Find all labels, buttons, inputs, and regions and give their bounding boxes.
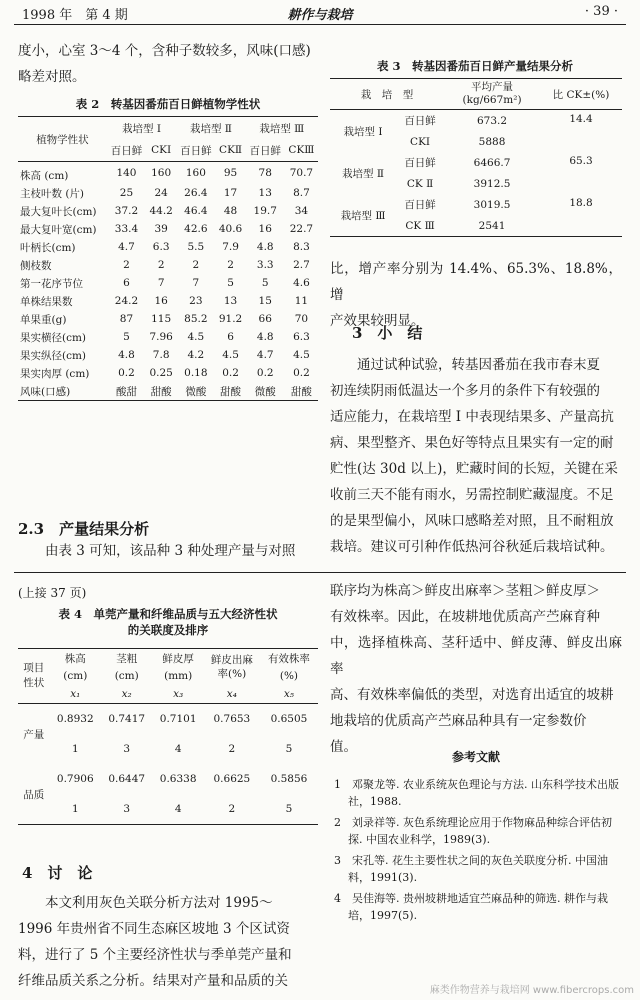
table4-col-unit: (%) <box>279 670 299 682</box>
table2-cell: 6 <box>227 331 234 343</box>
table2-cell: 7 <box>192 277 200 289</box>
table3-yield: 5888 <box>478 135 506 148</box>
table2-cell: 95 <box>223 167 238 179</box>
header-rule <box>14 24 626 25</box>
page-number: · 39 · <box>584 4 618 19</box>
table2-row <box>18 310 318 328</box>
table2-cell: 0.2 <box>256 367 274 379</box>
table2-cell: 11 <box>294 295 309 307</box>
table4-rank: 4 <box>174 743 182 755</box>
intro-text <box>18 38 318 90</box>
table2-subheader: 百日鲜 <box>176 139 215 162</box>
table2-cell: 4.5 <box>293 349 310 361</box>
table3-variety: 百日鲜 <box>404 115 436 127</box>
table4-value: 0.5856 <box>270 773 308 785</box>
table2-cell: 15 <box>258 295 272 307</box>
text-line: 比，增产率分别为 14.4%、65.3%、18.8%，增 <box>330 261 622 303</box>
table2-cell: 微酸 <box>176 382 215 401</box>
table2-row-label: 叶柄长(cm) <box>20 241 76 254</box>
table4-col-var: x₂ <box>101 685 152 704</box>
table4-rank: 2 <box>204 794 260 825</box>
text-line: 料，进行了 5 个主要经济性状与季单莞产量和 <box>18 947 292 963</box>
text-line: 度小，心室 3～4 个，含种子数较多，风味(口感) <box>18 43 311 59</box>
table2-cell: 3.3 <box>256 259 274 271</box>
table2-row-label: 果实纵径(cm) <box>20 349 87 362</box>
table2-group: 栽培型 Ⅲ <box>246 117 318 140</box>
table2-row <box>18 256 318 274</box>
table2-row-label: 风味(口感) <box>18 382 107 401</box>
table2-cell: 39 <box>154 223 168 235</box>
table2-row <box>18 220 318 238</box>
table2-row-label: 第一花序节位 <box>20 277 83 290</box>
table2-cell: 5.5 <box>187 241 205 253</box>
table2-cell: 4.6 <box>293 277 310 289</box>
table3-variety: 百日鲜 <box>404 199 436 211</box>
table2-row-label: 最大复叶宽(cm) <box>20 223 97 236</box>
table4-row-header-line: 项目 <box>23 662 45 674</box>
table3 <box>330 78 622 237</box>
table2-cell: 115 <box>151 313 172 325</box>
table2-cell: 2 <box>192 259 200 271</box>
table2-cell: 8.3 <box>293 241 310 253</box>
table2-cell: 19.7 <box>253 205 277 217</box>
summary-text <box>330 352 622 560</box>
table4-caption-line: 表 4 单莞产量和纤维品质与五大经济性状 <box>58 607 278 621</box>
table2-cell: 4.8 <box>118 349 135 361</box>
table2-cell: 16 <box>258 223 272 235</box>
text-line: 适应能力，在栽培型 Ⅰ 中表现结果多、产量高抗 <box>330 409 614 425</box>
table4-rank-row <box>18 734 318 764</box>
table2-subheader: CKⅢ <box>285 139 318 162</box>
table2-cell: 37.2 <box>114 205 139 217</box>
table2-cell: 40.6 <box>218 223 243 235</box>
table4-row <box>18 704 318 735</box>
table3-yield: 6466.7 <box>473 156 511 169</box>
text-line: 栽培。建议可引种作低热河谷秋延后栽培试种。 <box>330 539 614 555</box>
table3-yield: 3912.5 <box>473 177 511 190</box>
table3-type: 栽培型 Ⅱ <box>342 167 385 180</box>
references-list <box>334 776 620 928</box>
table4-caption-line: 的关联度及排序 <box>127 623 209 637</box>
table2-cell: 22.7 <box>289 223 314 235</box>
table3-variety: CK Ⅲ <box>396 215 444 237</box>
table2-cell: 23 <box>189 295 203 307</box>
table2-subheader: 百日鲜 <box>246 139 285 162</box>
table3-pct: 18.8 <box>540 194 622 237</box>
table2-cell: 微酸 <box>246 382 285 401</box>
table4-value: 0.6625 <box>213 773 251 785</box>
continued-note: (上接 37 页) <box>18 586 87 600</box>
text-line: 产效果较明显。 <box>330 313 425 329</box>
table4-col-name: 有效株率 <box>260 649 318 668</box>
table4-caption <box>18 606 318 638</box>
table4-value: 0.6505 <box>270 713 308 725</box>
table4-value: 0.6338 <box>159 773 197 785</box>
table3-type: 栽培型 Ⅲ <box>330 194 396 237</box>
text-line: 略差对照。 <box>18 69 86 85</box>
section-3-title: 3 小 结 <box>352 324 423 342</box>
table3-row <box>330 110 622 132</box>
table2-cell: 4.8 <box>256 331 274 343</box>
text-line: 1996 年贵州省不同生态麻区坡地 3 个区试资 <box>18 921 290 937</box>
table3-pct: 14.4 <box>569 113 593 125</box>
table3-type: 栽培型 Ⅰ <box>343 125 383 138</box>
table2-cell: 13 <box>223 295 238 307</box>
table2-row-label: 最大复叶长(cm) <box>20 205 97 218</box>
table2-cell: 44.2 <box>149 205 173 217</box>
issue-label: 1998 年 第 4 期 <box>22 8 128 23</box>
text-line: 由表 3 可知，该品种 3 种处理产量与对照 <box>45 543 296 559</box>
table2-row <box>18 238 318 256</box>
table2-cell: 25 <box>119 187 134 199</box>
table4-row-header-line: 性状 <box>23 677 45 689</box>
text-line: 联序均为株高＞鲜皮出麻率＞茎粗＞鲜皮厚＞ <box>330 583 600 599</box>
reference-item: 1 邓聚龙等. 农业系统灰色理论与方法. 山东科学技术出版社，1988. <box>334 778 619 808</box>
table4-rank: 5 <box>285 743 293 755</box>
table3-row <box>330 152 622 173</box>
text-line: 贮性(达 30d 以上)，贮藏时间的长短，关键在采 <box>330 461 618 477</box>
table2-caption: 表 2 转基因番茄百日鲜植物学性状 <box>75 97 261 111</box>
reference-item: 2 刘录祥等. 灰色系统理论应用于作物麻品种综合评估初探. 中国农业科学，1989(3). <box>334 816 612 846</box>
table2-cell: 7 <box>157 277 165 289</box>
journal-title: 耕作与栽培 <box>287 8 353 23</box>
table2-row-label: 侧枝数 <box>20 259 52 272</box>
table4-rank: 2 <box>228 743 236 755</box>
table2-subheader: CKⅡ <box>215 139 245 162</box>
table4-col-var: x₄ <box>204 685 260 704</box>
text-line: 值。 <box>330 739 357 755</box>
table2-row-label: 单株结果数 <box>20 295 73 308</box>
table2-row <box>18 346 318 364</box>
table2-row-label: 单果重(g) <box>20 313 67 326</box>
table2-row <box>18 292 318 310</box>
reference-item: 4 吴佳海等. 贵州坡耕地适宜苎麻品种的筛选. 耕作与栽培，1997(5). <box>334 892 608 922</box>
table2-cell: 甜酸 <box>215 382 245 401</box>
table3-header: 平均产量 (kg/667m²) <box>444 79 540 110</box>
table4-value: 0.7101 <box>159 713 197 725</box>
table2-cell: 4.2 <box>187 349 205 361</box>
table2-row-label: 果实肉厚 (cm) <box>20 367 90 380</box>
table2 <box>18 116 318 401</box>
table2-cell: 4.5 <box>222 349 239 361</box>
references-title: 参考文献 <box>451 750 500 764</box>
table2-cell: 7.9 <box>222 241 239 253</box>
table3-caption: 表 3 转基因番茄百日鲜产量结果分析 <box>376 59 573 73</box>
table4-value: 0.6447 <box>108 773 146 785</box>
table2-cell: 5 <box>123 331 130 343</box>
table4-rank: 1 <box>71 743 79 755</box>
table2-cell: 0.2 <box>118 367 135 379</box>
table4-rank: 5 <box>260 794 318 825</box>
reference-item: 3 宋孔等. 花生主要性状之间的灰色关联度分析. 中国油料，1991(3). <box>334 854 608 884</box>
table4-col-var: x₅ <box>260 685 318 704</box>
table4-col-name: 鲜皮出麻率(%) <box>204 649 260 686</box>
table2-row <box>18 184 318 202</box>
table3-yield: 673.2 <box>477 114 508 127</box>
table2-cell: 17 <box>223 187 238 199</box>
table2-cell: 16 <box>154 295 168 307</box>
table3-variety: CK Ⅱ <box>406 177 434 190</box>
table3-yield: 2541 <box>444 215 540 237</box>
table2-cell: 0.18 <box>184 367 208 379</box>
table2-row-label: 果实横径(cm) <box>20 331 87 344</box>
table2-cell: 85.2 <box>184 313 208 325</box>
table2-cell: 4.7 <box>118 241 135 253</box>
table2-cell: 0.2 <box>222 367 239 379</box>
text-line: 本文利用灰色关联分析方法对 1995～ <box>18 895 273 911</box>
table2-row <box>18 382 318 401</box>
text-line: 通过试种试验，转基因番茄在我市春末夏 <box>330 357 600 373</box>
table3-header: 比 CK±(%) <box>540 79 622 110</box>
table4-row <box>18 764 318 794</box>
table4 <box>18 648 318 825</box>
watermark: 麻类作物营养与栽培网 www.fibercrops.com <box>429 985 634 996</box>
table2-group: 栽培型 Ⅰ <box>107 117 176 140</box>
table4-rank: 1 <box>50 794 101 825</box>
table2-cell: 24.2 <box>114 295 139 307</box>
table2-cell: 13 <box>258 187 272 199</box>
table2-cell: 2 <box>123 259 130 271</box>
table2-cell: 2 <box>227 259 234 271</box>
discussion-continued-text <box>330 578 622 760</box>
text-line: 病、果型整齐、果色好等特点且果实有一定的耐 <box>330 435 614 451</box>
table2-cell: 7.96 <box>149 331 173 343</box>
section-divider <box>14 572 626 573</box>
table2-cell: 78 <box>258 167 272 179</box>
table4-col-name: 茎粗 <box>101 649 152 668</box>
table2-cell: 8.7 <box>293 187 310 199</box>
table2-row-label: 株高 (cm) <box>20 169 69 182</box>
table4-col-unit: (cm) <box>114 670 139 682</box>
table2-cell: 87 <box>119 313 134 325</box>
table4-rank: 3 <box>101 794 152 825</box>
table2-subheader: CKⅠ <box>146 139 176 162</box>
table3-variety: CKⅠ <box>410 135 431 148</box>
table2-cell: 甜酸 <box>146 382 176 401</box>
table2-cell: 91.2 <box>218 313 243 325</box>
table2-cell: 甜酸 <box>285 382 318 401</box>
table2-cell: 160 <box>185 167 206 179</box>
table4-col-name: 鲜皮厚 <box>152 649 203 668</box>
table4-value: 0.7906 <box>56 773 94 785</box>
table4-value: 0.8932 <box>56 713 94 725</box>
table2-cell: 48 <box>223 205 238 217</box>
table2-cell: 0.25 <box>149 367 173 379</box>
table2-cell: 5 <box>227 277 234 289</box>
table2-cell: 2 <box>157 259 165 271</box>
text-line: 初连续阴雨低温达一个多月的条件下有较强的 <box>330 383 600 399</box>
table2-cell: 4.8 <box>256 241 274 253</box>
table2-cell: 6.3 <box>152 241 170 253</box>
table2-cell: 42.6 <box>184 223 208 235</box>
text-line: 纤维品质关系之分析。结果对产量和品质的关 <box>18 973 288 989</box>
text-line: 收前三天不能有雨水，另需控制贮藏湿度。不足 <box>330 487 614 503</box>
table2-cell: 34 <box>294 205 309 217</box>
table4-row-label: 产量 <box>23 728 45 741</box>
table2-cell: 0.2 <box>293 367 310 379</box>
table2-cell: 酸甜 <box>107 382 146 401</box>
table2-cell: 160 <box>151 167 172 179</box>
table3-header: 栽 培 型 <box>330 79 444 110</box>
table2-group: 栽培型 Ⅱ <box>176 117 245 140</box>
table2-cell: 33.4 <box>114 223 139 235</box>
table2-cell: 6.3 <box>293 331 310 343</box>
table4-col-name: 株高 <box>50 649 101 668</box>
table3-variety: 百日鲜 <box>404 157 436 169</box>
text-line: 地栽培的优质高产苎麻品种具有一定参数价 <box>330 713 587 729</box>
text-line: 有效株率。因此，在坡耕地优质高产苎麻育种 <box>330 609 600 625</box>
table2-cell: 4.5 <box>187 331 205 343</box>
table2-cell: 70 <box>294 313 309 325</box>
table3-pct: 65.3 <box>569 155 593 167</box>
text-line: 中，选择植株高、茎秆适中、鲜皮薄、鲜皮出麻率 <box>330 635 622 677</box>
table2-row <box>18 202 318 220</box>
table4-rank-row <box>18 794 318 825</box>
table2-row <box>18 364 318 382</box>
table2-cell: 70.7 <box>289 167 314 179</box>
table4-row-header <box>18 649 50 704</box>
table2-row-label: 主枝叶数 (片) <box>20 187 85 200</box>
table2-row <box>18 328 318 346</box>
table2-cell: 46.4 <box>184 205 208 217</box>
table2-cell: 24 <box>154 187 168 199</box>
table2-cell: 140 <box>116 167 137 179</box>
discussion-text <box>18 890 318 994</box>
table2-cell: 26.4 <box>184 187 208 199</box>
table2-cell: 4.7 <box>256 349 274 361</box>
table4-col-unit: (cm) <box>63 670 88 682</box>
table2-cell: 66 <box>258 313 272 325</box>
table4-value: 0.7653 <box>213 713 251 725</box>
section-4-title: 4 讨 论 <box>22 864 93 882</box>
section-2-3-text <box>18 538 318 564</box>
table2-cell: 7.8 <box>152 349 170 361</box>
table2-row-header: 植物学性状 <box>18 117 107 162</box>
table4-value: 0.7417 <box>108 713 146 725</box>
table4-row-label: 品质 <box>18 764 50 825</box>
table4-col-var: x₁ <box>50 685 101 704</box>
table4-col-unit: (mm) <box>164 670 193 682</box>
table3-row <box>330 194 622 215</box>
table4-rank: 3 <box>123 743 131 755</box>
table3-yield: 3019.5 <box>473 198 511 211</box>
text-line: 的是果型偏小，风味口感略差对照，且不耐粗放 <box>330 513 614 529</box>
table4-rank: 4 <box>152 794 203 825</box>
table2-row <box>18 274 318 292</box>
table4-col-var: x₃ <box>152 685 203 704</box>
table2-cell: 5 <box>261 277 269 289</box>
table2-cell: 2.7 <box>293 259 310 271</box>
table2-subheader: 百日鲜 <box>107 139 146 162</box>
section-2-3-title: 2.3 产量结果分析 <box>18 520 150 538</box>
table2-row <box>18 162 318 185</box>
table2-cell: 6 <box>123 277 130 289</box>
text-line: 高、有效株率偏低的类型，对选育出适宜的坡耕 <box>330 687 614 703</box>
